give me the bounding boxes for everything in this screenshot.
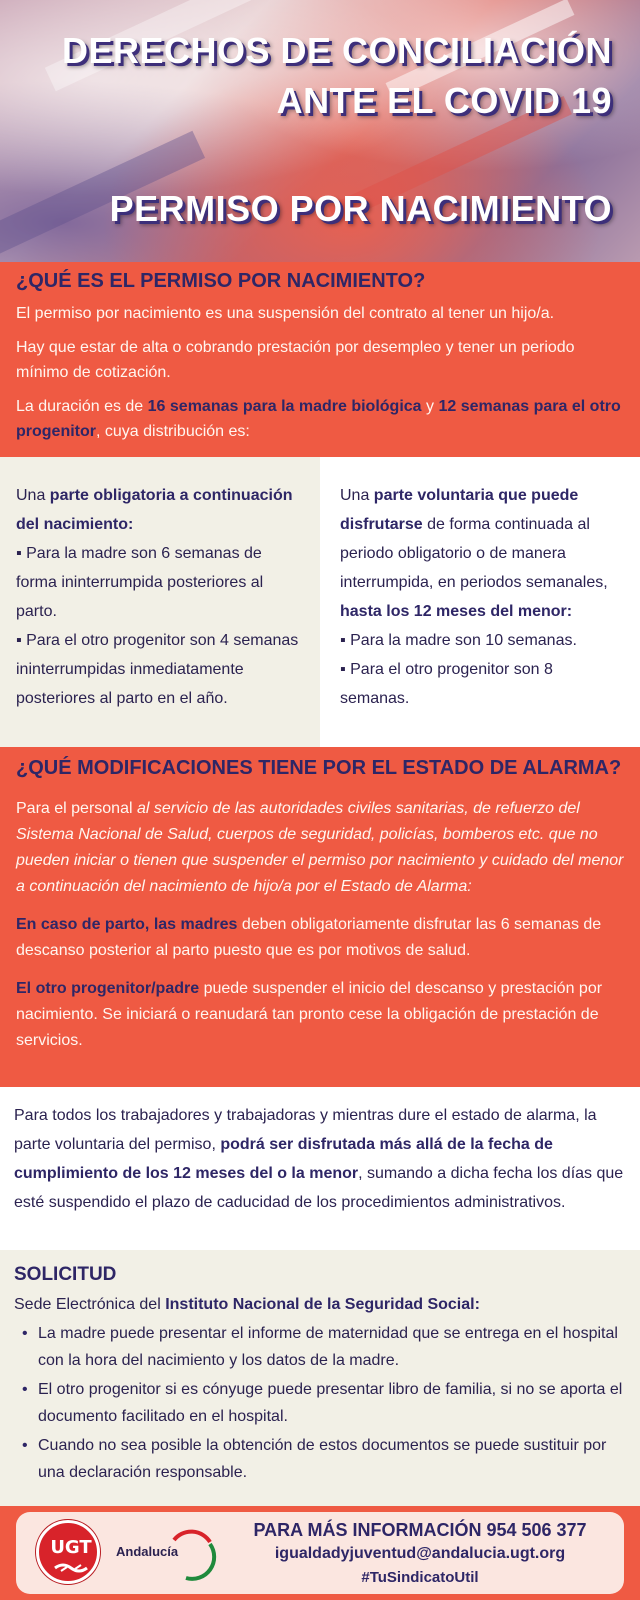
highlight-text: parte obligatoria a continuación del nacimiento:: [16, 487, 293, 533]
highlight-text: En caso de parto, las madres: [16, 916, 238, 933]
title-line2: ANTE EL COVID 19: [276, 80, 612, 121]
text: La duración es de: [16, 398, 148, 415]
list-item-text: Cuando no sea posible la obtención de estos documentos se puede sustituir por una declaración responsable.: [38, 1437, 607, 1481]
list-item: [22, 1376, 626, 1430]
highlight-text: El otro progenitor/padre: [16, 980, 200, 997]
hashtag: #TuSindicatoUtil: [361, 1569, 479, 1586]
section-solicitud: [0, 1250, 640, 1506]
subtitle: PERMISO POR NACIMIENTO: [109, 188, 612, 229]
contact-info: [230, 1518, 610, 1590]
paragraph: [16, 912, 624, 964]
list-item: ▪ Para el otro progenitor son 8 semanas.: [340, 661, 553, 707]
footer: [0, 1506, 640, 1600]
andalucia-arc-icon: [164, 1528, 220, 1584]
text: Sede Electrónica del: [14, 1296, 166, 1313]
italic-text: al servicio de las autoridades civiles sanitarias, de refuerzo del Sistema Nacional de Salud, cuerpos de seguridad, policías, bomberos etc. que no pueden iniciar o tienen que suspender el permiso por nacimiento y cuidado del menor a continuación del nacimiento de hijo/a por el Estado de Alarma:: [16, 800, 624, 895]
text: puede suspender el inicio del descanso y prestación por nacimiento. Se iniciará o reanudará tan pronto cese la obligación de prestación de servicios.: [16, 980, 603, 1049]
bullet-icon: •: [22, 1325, 28, 1342]
title-line1: DERECHOS DE CONCILIACIÓN: [61, 30, 612, 71]
list-item: [22, 1432, 626, 1486]
general-note: [0, 1087, 640, 1250]
email-link[interactable]: igualdadyjuventud@andalucia.ugt.org: [274, 1545, 566, 1562]
paragraph: [16, 796, 624, 900]
list-item-text: La madre puede presentar el informe de maternidad que se entrega en el hospital con la hora del nacimiento y los datos de la madre.: [38, 1325, 618, 1369]
column-intro: [340, 481, 624, 626]
contact-card: [16, 1512, 624, 1594]
paragraph: [16, 976, 624, 1054]
section-heading: ¿QUÉ MODIFICACIONES TIENE POR EL ESTADO DE ALARMA?: [16, 757, 622, 779]
text: Una: [340, 487, 374, 504]
section-heading: SOLICITUD: [14, 1264, 117, 1285]
highlight-text: hasta los 12 meses del menor:: [340, 603, 573, 620]
list-item: [22, 1320, 626, 1374]
text: y: [421, 398, 439, 415]
text: Para todos los trabajadores y trabajadoras y mientras dure el estado de alarma, la parte voluntaria del permiso,: [14, 1107, 597, 1153]
highlight-text: 12 semanas para el otro progenitor: [16, 398, 621, 440]
paragraph-duration: [16, 394, 624, 444]
region-label: Andalucía: [116, 1544, 179, 1559]
handshake-icon: [53, 1561, 89, 1575]
text: deben obligatoriamente disfrutar las 6 semanas de descanso posterior al parto puesto que es por motivos de salud.: [16, 916, 602, 959]
paragraph: Hay que estar de alta o cobrando prestación por desempleo y tener un periodo mínimo de cotización.: [16, 339, 575, 381]
solicitud-intro: [14, 1292, 626, 1318]
ugt-logo-circle: [36, 1520, 100, 1584]
column-intro: [16, 481, 304, 539]
section-heading: ¿QUÉ ES EL PERMISO POR NACIMIENTO?: [16, 270, 426, 292]
header-banner: [0, 0, 640, 262]
list-item-text: El otro progenitor si es cónyuge puede presentar libro de familia, si no se aporta el documento facilitado en el hospital.: [38, 1381, 623, 1425]
highlight-text: 16 semanas para la madre biológica: [147, 398, 422, 415]
info-phone: PARA MÁS INFORMACIÓN 954 506 377: [253, 1520, 587, 1540]
logo-text: UGT: [50, 1537, 92, 1558]
requirements-list: [14, 1320, 626, 1486]
section-what-is: [0, 262, 640, 457]
paragraph: El permiso por nacimiento es una suspensión del contrato al tener un hijo/a.: [16, 305, 555, 322]
list-item: ▪ Para la madre son 10 semanas.: [340, 632, 577, 649]
ugt-logo: [36, 1518, 236, 1588]
text: de forma continuada al periodo obligatorio o de manera interrumpida, en periodos semanales,: [340, 516, 608, 591]
column-voluntary: [320, 457, 640, 747]
text: , cuya distribución es:: [96, 423, 250, 440]
bullet-icon: •: [22, 1381, 28, 1398]
list-item: ▪ Para el otro progenitor son 4 semanas ininterrumpidas inmediatamente posteriores al parto en el año.: [16, 632, 299, 707]
column-mandatory: [0, 457, 320, 747]
text: Una: [16, 487, 50, 504]
section-alarm-state: [0, 747, 640, 1087]
highlight-text: Instituto Nacional de la Seguridad Social:: [165, 1296, 480, 1313]
text: Para el personal: [16, 800, 137, 817]
highlight-text: parte voluntaria que puede disfrutarse: [340, 487, 579, 533]
text: , sumando a dicha fecha los días que esté suspendido el plazo de caducidad de los procedimientos administrativos.: [14, 1165, 624, 1211]
highlight-text: podrá ser disfrutada más allá de la fecha de cumplimiento de los 12 meses del o la menor: [14, 1136, 553, 1182]
bullet-icon: •: [22, 1437, 28, 1454]
list-item: ▪ Para la madre son 6 semanas de forma ininterrumpida posteriores al parto.: [16, 545, 264, 620]
